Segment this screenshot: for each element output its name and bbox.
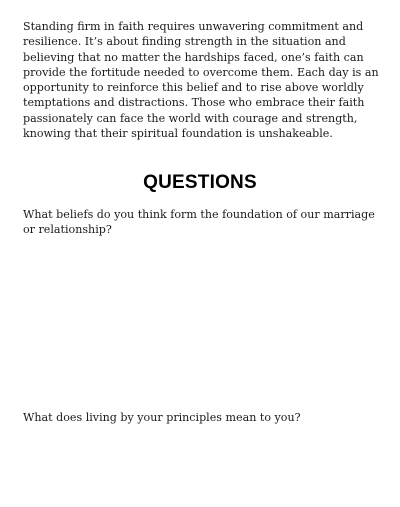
answer-space-2[interactable] (23, 428, 383, 498)
answer-space-1[interactable] (23, 240, 383, 400)
question-1: What beliefs do you think form the foundation of our marriage or relationship? (23, 208, 375, 237)
intro-paragraph: Standing firm in faith requires unwavering commitment and resilience. It’s about finding strength in the situation and believing that no matter the hardships faced, one’s faith can provide the fortitude needed to overcome them. Each day is an opportunity to reinforce this belief and to rise above worldly temptations and distractions. Those who embrace their faith passionately can face the world with courage and strength, knowing that their spiritual foundation is unshakeable. (23, 20, 379, 141)
question-2: What does living by your principles mean to you? (23, 411, 301, 424)
questions-heading: QUESTIONS (143, 172, 257, 193)
